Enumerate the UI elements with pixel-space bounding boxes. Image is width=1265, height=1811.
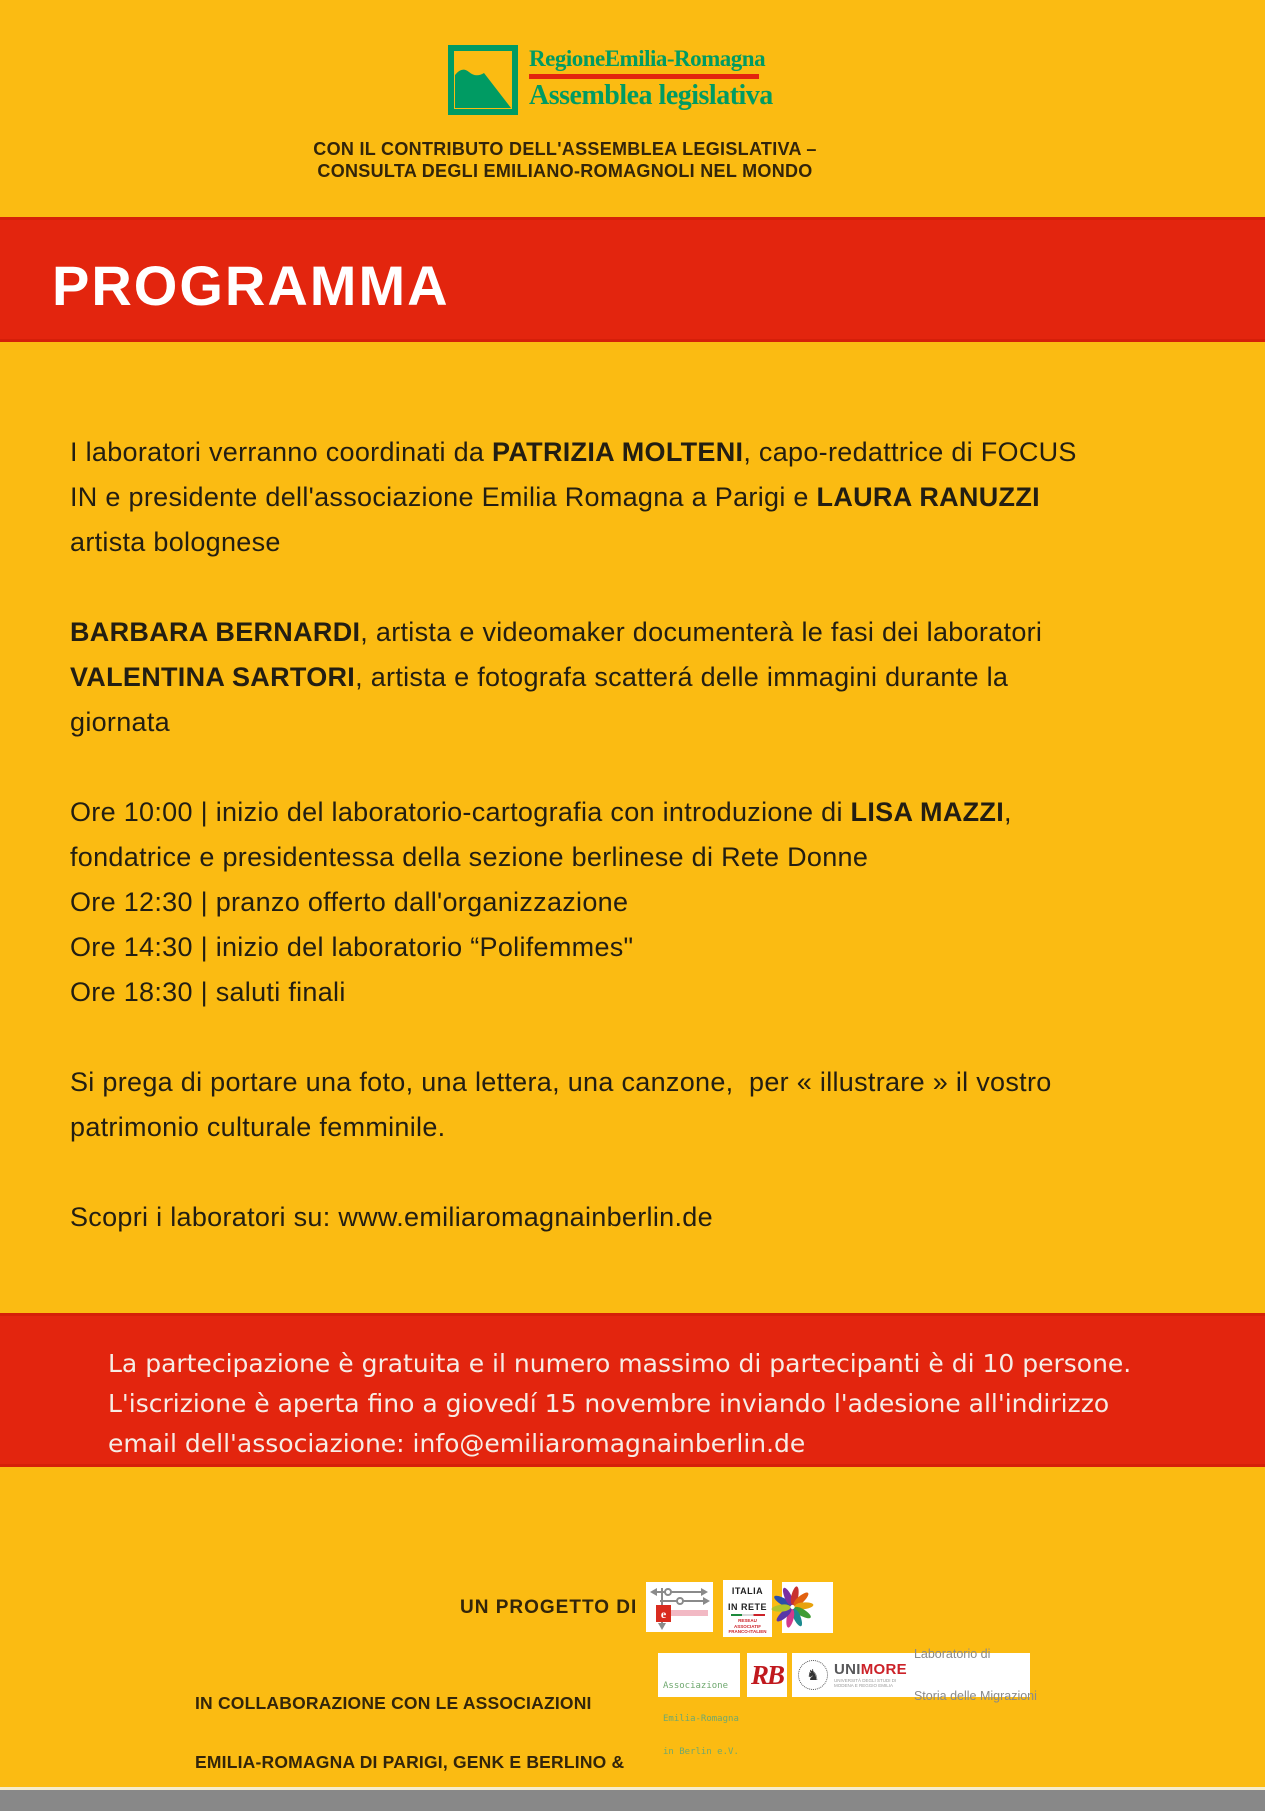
region-emblem-icon — [448, 45, 518, 115]
page-title: PROGRAMMA — [52, 254, 450, 317]
associazione-berlin-logo — [658, 1653, 740, 1757]
body-text-segment: artista bolognese — [70, 527, 281, 557]
body-paragraph — [70, 1060, 1225, 1150]
collaboration-line-1: IN COLLABORAZIONE CON LE ASSOCIAZIONI — [195, 1693, 592, 1713]
unimore-lab-line-1: Laboratorio di — [913, 1647, 991, 1661]
unimore-lab-label — [914, 1619, 1037, 1731]
unimore-uni: UNI — [834, 1661, 861, 1678]
bottom-edge — [0, 1787, 1265, 1790]
notice-text — [0, 1316, 1265, 1464]
contribution-note — [0, 138, 1130, 182]
footer — [0, 1467, 1265, 1790]
body-line — [70, 430, 1225, 475]
reseau-diagram-logo — [646, 1582, 713, 1632]
italia-in-rete-sub3: FRANCO-ITALIEN — [728, 1629, 767, 1634]
body-paragraph — [70, 430, 1225, 565]
region-logo-rule — [529, 74, 759, 79]
body-text-segment: IN e presidente dell'associazione Emilia Romagna a Parigi e — [70, 482, 817, 512]
body-line — [70, 1060, 1225, 1105]
body-text-segment: , artista e videomaker documenterà le fasi dei laboratori — [360, 617, 1043, 647]
associazione-line-3: in Berlin e.V. — [663, 1747, 739, 1757]
region-logo-title: RegioneEmilia-Romagna — [529, 46, 766, 71]
associazione-berlin-text — [658, 1653, 740, 1780]
body-line — [70, 1105, 1225, 1150]
header — [0, 0, 1265, 217]
contribution-line-2: CONSULTA DEGLI EMILIANO-ROMAGNOLI NEL MONDO — [317, 161, 813, 181]
unimore-sub-2: MODENA E REGGIO EMILIA — [834, 1683, 894, 1688]
italia-in-rete-line2: IN RETE — [727, 1602, 767, 1612]
body-text-segment: Si prega di portare una foto, una lettera, una canzone, per « illustrare » il vostro — [70, 1067, 1052, 1097]
body-paragraph — [70, 610, 1225, 745]
notice-line: L'iscrizione è aperta fino a giovedí 15 novembre inviando l'adesione all'indirizzo — [108, 1389, 1110, 1418]
contribution-line-1: CON IL CONTRIBUTO DELL'ASSEMBLEA LEGISLATIVA – — [313, 139, 817, 159]
body-text-bold: BARBARA BERNARDI — [70, 617, 361, 647]
region-logo-subtitle: Assemblea legislativa — [529, 80, 773, 111]
unimore-wordmark — [834, 1662, 907, 1688]
body-line — [70, 835, 1225, 880]
body-text-segment: patrimonio culturale femminile. — [70, 1112, 446, 1142]
swirl-label — [819, 1602, 830, 1632]
unimore-seal-icon: ♞ — [798, 1660, 828, 1690]
region-logo-text — [529, 45, 773, 111]
body-line — [70, 970, 1225, 1015]
unimore-more: MORE — [860, 1661, 907, 1678]
body-text-segment: Scopri i laboratori su: www.emiliaromagnainberlin.de — [70, 1202, 713, 1232]
body-text-segment: Ore 12:30 | pranzo offerto dall'organizzazione — [70, 887, 629, 917]
body-line — [70, 880, 1225, 925]
body-line — [70, 925, 1225, 970]
rb-logo-text: RB — [750, 1659, 784, 1690]
body-line — [70, 610, 1225, 655]
diagram-icon — [646, 1582, 713, 1632]
italia-in-rete-sub2: ASSOCIATIF — [734, 1623, 761, 1629]
diagram-letter: e — [660, 1607, 667, 1621]
associazione-line-2: Emilia-Romagna — [663, 1714, 739, 1724]
body-text-segment: giornata — [70, 707, 170, 737]
unimore-name — [834, 1662, 907, 1678]
body-text-bold: LISA MAZZI — [850, 797, 1005, 827]
unimore-logo — [792, 1647, 1037, 1703]
unimore-sub-1: UNIVERSITÀ DEGLI STUDI DI — [834, 1678, 897, 1683]
body-text-segment: I laboratori verranno coordinati da — [70, 437, 493, 467]
body-line — [70, 520, 1225, 565]
body-line — [70, 700, 1225, 745]
project-label: UN PROGETTO DI — [460, 1597, 638, 1618]
body-text-segment: Ore 10:00 | inizio del laboratorio-cartografia con introduzione di — [70, 797, 851, 827]
body-line — [70, 475, 1225, 520]
emilia-romagna-swirl-logo — [782, 1582, 833, 1633]
unimore-lab-line-2: Storia delle Migrazioni — [913, 1689, 1037, 1703]
title-band — [0, 217, 1265, 342]
body-line — [70, 655, 1225, 700]
rb-logo — [747, 1653, 787, 1697]
associazione-line-1: Associazione — [663, 1681, 729, 1691]
body-text-bold: LAURA RANUZZI — [816, 482, 1040, 512]
body-text-segment: , artista e fotografa scatterá delle immagini durante la — [355, 662, 1009, 692]
body-paragraph — [70, 790, 1225, 1015]
italia-in-rete-logo — [723, 1580, 772, 1637]
body-text-segment: , — [1004, 797, 1012, 827]
program-section — [0, 342, 1265, 1313]
body-line — [70, 790, 1225, 835]
body-text-segment: Ore 14:30 | inizio del laboratorio “Polifemmes" — [70, 932, 634, 962]
body-text-segment: fondatrice e presidentessa della sezione berlinese di Rete Donne — [70, 842, 869, 872]
body-paragraph — [70, 1195, 1225, 1240]
region-logo — [448, 45, 773, 115]
body-text-segment: , capo-redattrice di FOCUS — [743, 437, 1077, 467]
italia-in-rete-sub1: RESEAU — [738, 1618, 757, 1623]
notice-line: La partecipazione è gratuita e il numero massimo di partecipanti è di 10 persone. — [108, 1349, 1132, 1378]
notice-band — [0, 1313, 1265, 1467]
body-line — [70, 1195, 1225, 1240]
italia-flag-rule — [731, 1614, 765, 1616]
body-text-bold: VALENTINA SARTORI — [70, 662, 356, 692]
italia-in-rete-line1: ITALIA — [731, 1586, 764, 1596]
body-text-segment: Ore 18:30 | saluti finali — [70, 977, 346, 1007]
program-text — [0, 342, 1265, 1240]
collaboration-line-2: EMILIA-ROMAGNA DI PARIGI, GENK E BERLINO & — [195, 1751, 625, 1772]
body-text-bold: PATRIZIA MOLTENI — [492, 437, 744, 467]
notice-line: email dell'associazione: info@emiliaromagnainberlin.de — [108, 1429, 806, 1458]
